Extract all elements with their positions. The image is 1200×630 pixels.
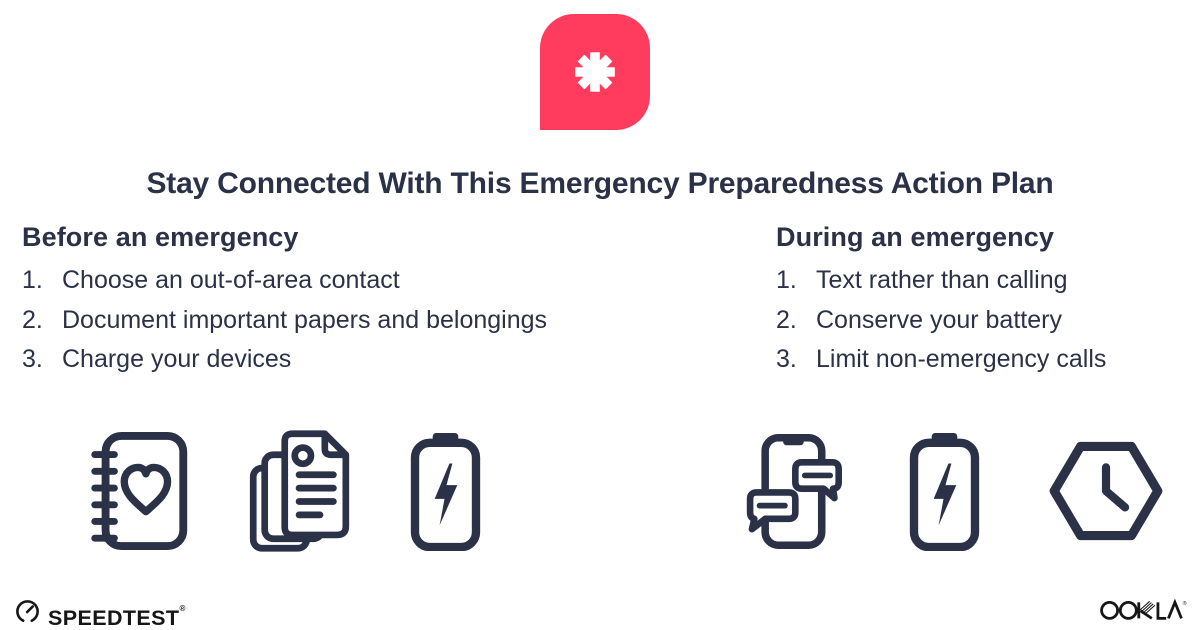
battery-charging-icon <box>410 431 481 551</box>
list-item <box>22 340 732 380</box>
list-item <box>776 340 1191 380</box>
list-item-number: 2. <box>22 305 43 334</box>
speedtest-label: SPEEDTEST <box>48 606 180 630</box>
before-emergency-section <box>22 221 732 380</box>
contact-book-heart-icon <box>90 431 190 551</box>
important-documents-icon <box>246 428 354 554</box>
ookla-trademark: ® <box>1182 601 1187 608</box>
during-icon-row <box>742 428 1166 554</box>
list-item <box>22 301 732 341</box>
battery-charging-icon <box>909 431 980 551</box>
list-item-number: 2. <box>776 305 797 334</box>
list-item-text: Choose an out-of-area contact <box>62 266 400 294</box>
list-item-number: 1. <box>776 266 797 294</box>
emergency-badge <box>540 14 650 130</box>
ookla-logo <box>1100 597 1188 627</box>
list-item-text: Limit non-emergency calls <box>816 345 1107 373</box>
phone-text-messages-icon <box>742 434 843 549</box>
before-icon-row <box>90 428 481 554</box>
list-item-number: 1. <box>22 266 43 294</box>
list-item-text: Conserve your battery <box>816 305 1062 334</box>
asterisk-icon <box>562 39 628 105</box>
list-item-number: 3. <box>22 345 43 373</box>
list-item <box>776 261 1191 301</box>
speedtest-gauge-icon <box>14 598 41 630</box>
ookla-wordmark <box>1100 597 1188 622</box>
list-item <box>22 261 732 301</box>
speedtest-wordmark <box>48 595 186 630</box>
list-item <box>776 301 1191 341</box>
list-item-text: Charge your devices <box>62 345 292 373</box>
before-emergency-heading: Before an emergency <box>22 222 299 252</box>
during-emergency-heading: During an emergency <box>776 222 1054 252</box>
page-title: Stay Connected With This Emergency Preparedness Action Plan <box>146 167 1054 201</box>
speedtest-logo <box>14 595 186 630</box>
speedtest-trademark: ® <box>179 604 186 613</box>
list-item-text: Text rather than calling <box>816 266 1068 294</box>
during-emergency-section <box>776 221 1191 380</box>
clock-hexagon-icon <box>1046 438 1166 544</box>
list-item-number: 3. <box>776 345 797 373</box>
list-item-text: Document important papers and belongings <box>62 305 548 334</box>
